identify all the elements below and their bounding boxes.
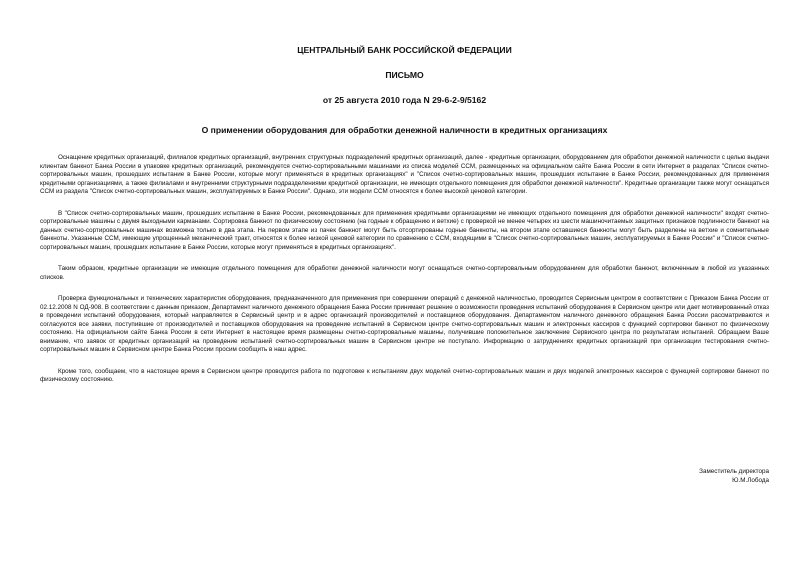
document-title: О применении оборудования для обработки денежной наличности в кредитных организациях [201, 125, 608, 135]
paragraph-5: Кроме того, сообщаем, что в настоящее время в Сервисном центре проводится работа по подготовке к испытаниям двух моделей счетно-сортировальных машин и двух моделей электронных кассиров с функцией сортировки банкнот по физическому состоянию. [40, 367, 769, 383]
document-date-number: от 25 августа 2010 года N 29-6-2-9/5162 [322, 95, 487, 105]
paragraph-2: В "Список счетно-сортировальных машин, прошедших испытание в Банке России, рекомендованных для применения кредитными организациями не имеющих отдельного помещения для обработки денежной наличности" входят счетно-сортировальные машины с двумя выходными карманами. Сортировка банкнот по физическому состоянию (на годные к обращению и ветхие) с проверкой не менее четырех из шести машиночитаемых защитных признаков подлинности банкнот на данных счетно-сортировальных машинах возможна только в два этапа. На первом этапе из пачек банкнот могут быть отсортированы годные банкноты, на втором этапе оставшиеся банкноты могут быть разделены на ветхие и сомнительные банкноты. Указанные ССМ, имеющие упрощенный механический тракт, относятся к более низкой ценовой категории по сравнению с ССМ, входящими в "Список счетно-сортировальных машин, эксплуатируемых в Банке России" и "Список счетно-сортировальных машин, прошедших испытание в Банке России, которые могут применяться в кредитных организациях". [40, 209, 769, 251]
document-body [40, 154, 769, 385]
paragraph-4: Проверка функциональных и технических характеристик оборудования, предназначенного для применения при совершении операций с денежной наличностью, проводится Сервисным центром в соответствии с Приказом Банка России от 02.12.2008 N ОД-908. В соответствии с данным приказом, Департамент наличного денежного обращения Банка России принимает решение о возможности проведения испытаний оборудования в Сервисном центре или дает мотивированный отказ в проведении испытаний оборудования, который направляется в Сервисный центр и в адрес организаций производителей и поставщиков оборудования. Департаментом наличного денежного обращения Банка России рассматриваются и согласуются все заявки, поступившие от производителей и поставщиков оборудования на проведение испытаний в Сервисном центре счетно-сортировальных машин и электронных кассиров с функцией сортировки банкнот по физическому состоянию. На официальном сайте Банка России в сети Интернет в настоящее время размещены счетно-сортировальные машины, получившие положительное заключение Сервисного центра по результатам испытаний. Обращаем Ваше внимание, что заявок от кредитных организаций на проведение испытаний счетно-сортировальных машин в Сервисном центре не поступало. Информацию о затруднениях кредитных организаций при организации тестирования счетно-сортировальных машин в Сервисном центре Банка России просим сообщить в наш адрес. [40, 295, 769, 353]
document-type: ПИСЬМО [385, 70, 424, 80]
paragraph-1: Оснащение кредитных организаций, филиалов кредитных организаций, внутренних структурных подразделений кредитных организаций, далее - кредитные организации, оборудованием для обработки денежной наличности с целью выдачи клиентам банкнот Банка России в упаковке кредитных организаций, рекомендуется счетно-сортировальными машинами из списка моделей ССМ, размещенных на официальном сайте Банка России в сети Интернет в разделах "Список счетно-сортировальных машин, прошедших испытание в Банке России, которые могут применяться в кредитных организациях" и "Список счетно-сортировальных машин, прошедших испытание в Банке России, рекомендованных для применения кредитными организациями, а также филиалами и внутренними структурными подразделениями кредитной организации, не имеющих отдельного помещения для обработки денежной наличности". Кредитные организации также могут оснащаться ССМ из раздела "Список счетно-сортировальных машин, эксплуатируемых в Банке России". Однако, эти модели ССМ относятся к более высокой ценовой категории. [40, 154, 769, 195]
signature-block [699, 468, 769, 485]
signatory-position: Заместитель директора [699, 468, 769, 475]
issuer-name: ЦЕНТРАЛЬНЫЙ БАНК РОССИЙСКОЙ ФЕДЕРАЦИИ [297, 45, 512, 55]
signatory-name: Ю.М.Лобода [732, 476, 769, 484]
paragraph-3: Таким образом, кредитные организации не имеющие отдельного помещения для обработки денежной наличности могут оснащаться счетно-сортировальным оборудованием для обработки банкнот, включенным в любой из указанных списков. [40, 265, 769, 281]
